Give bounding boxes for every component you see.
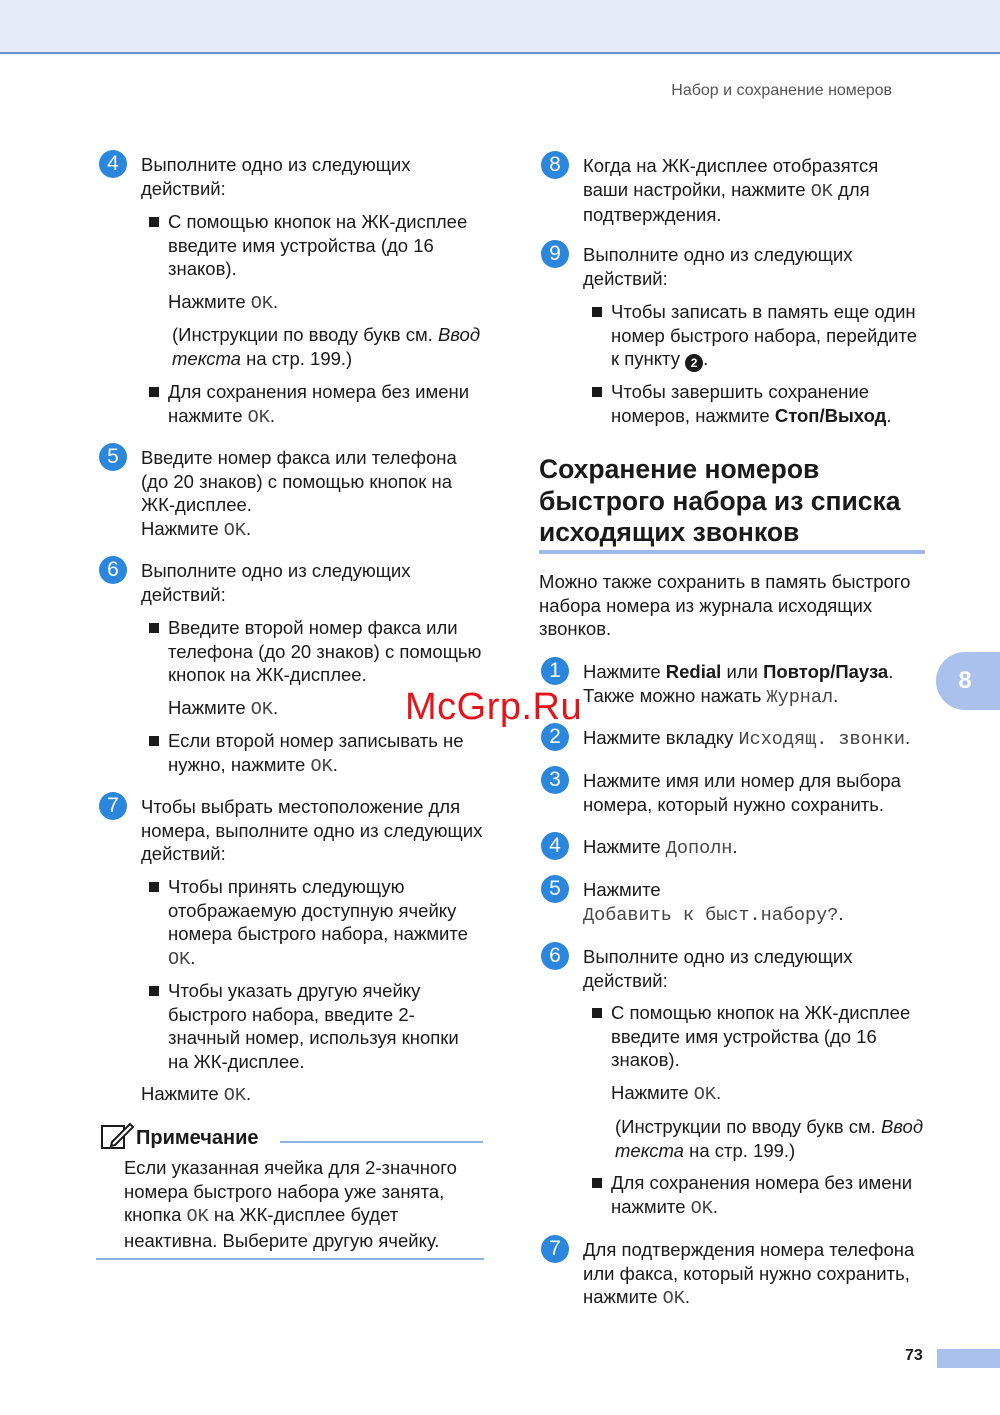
note-title-rule: [280, 1141, 483, 1143]
bullet: [168, 210, 484, 281]
step-number: 6: [99, 556, 127, 584]
step-text: Чтобы выбрать местоположение для номера, выполните одно из следующих действий:: [141, 796, 483, 864]
ok-key: OK: [223, 519, 246, 541]
step-7: [107, 794, 486, 866]
bullet-text: С помощью кнопок на ЖК-дисплее введите имя устройства (до 16 знаков).: [168, 211, 468, 279]
step-text: Выполните одно из следующих действий:: [141, 560, 411, 605]
bullet-text: Для сохранения номера без имени нажмите: [168, 381, 470, 426]
ref-link[interactable]: Ввод текста: [172, 324, 481, 369]
bullet-text: Для сохранения номера без имени нажмите: [611, 1172, 913, 1217]
press-label: Нажмите: [168, 697, 251, 718]
bullet-text: Чтобы записать в память еще один номер быстрого набора, перейдите к пункту: [611, 301, 918, 369]
step-text: Выполните одно из следующих действий:: [141, 154, 411, 199]
add-speed-dial-key: Добавить к быст.набору?: [583, 904, 839, 926]
bullet: Чтобы принять следующую отображаемую доступную ячейку номера быстрого набора, нажмите OK.: [168, 875, 484, 971]
step-text: Нажмите имя или номер для выбора номера, который нужно сохранить.: [583, 770, 901, 815]
bullet: Если второй номер записывать не нужно, нажмите OK.: [168, 729, 484, 778]
sub-step-7: 7 Для подтверждения номера телефона или факса, который нужно сохранить, нажмите OK.: [583, 1238, 928, 1311]
sub-step-3: [549, 768, 928, 816]
bullet-square-icon: [592, 387, 602, 397]
bullet-square-icon: [149, 736, 159, 746]
intro-paragraph: [539, 570, 929, 641]
bullet-square-icon: [592, 1008, 602, 1018]
step-number: 7: [541, 1235, 569, 1263]
chapter-tab: [936, 652, 1000, 710]
step-6: [107, 558, 481, 606]
note-ref: [615, 1115, 931, 1162]
bullet-square-icon: [592, 307, 602, 317]
step-text: или: [721, 661, 764, 682]
note-text: [124, 1156, 484, 1252]
step-number: 5: [99, 443, 127, 471]
step-text: Нажмите: [583, 879, 661, 900]
bullet-square-icon: [149, 986, 159, 996]
step-number: 5: [541, 875, 569, 903]
step-text: Введите номер факса или телефона (до 20 знаков) с помощью кнопок на ЖК-дисплее.: [141, 447, 457, 515]
bullet: [168, 616, 484, 687]
ok-key: OK: [310, 755, 333, 777]
more-key: Дополн: [665, 838, 733, 859]
ok-key: OK: [247, 406, 270, 428]
bullet: Для сохранения номера без имени нажмите OK.: [168, 380, 484, 429]
step-number: 6: [541, 942, 569, 970]
bullet-square-icon: [149, 882, 159, 892]
sub-step-4: 4 Нажмите Дополн.: [583, 835, 928, 861]
ok-key: OK: [690, 1197, 713, 1219]
sub-step-2: 2 Нажмите вкладку Исходящ. звонки.: [583, 726, 933, 752]
outgoing-tab-key: Исходящ. звонки: [738, 729, 906, 750]
bullet: [168, 979, 468, 1073]
ok-key: OK: [810, 180, 833, 202]
press-label: Нажмите: [168, 291, 251, 312]
bullet-text: Чтобы указать другую ячейку быстрого набора, введите 2-значный номер, используя кнопки на ЖК-дисплее.: [168, 980, 459, 1072]
step-5: 5 Введите номер факса или телефона (до 20 знаков) с помощью кнопок на ЖК-дисплее. Нажмите OK.: [141, 446, 481, 542]
bullet-square-icon: [149, 387, 159, 397]
redial-pause-key: Повтор/Пауза: [763, 661, 889, 682]
dot: .: [888, 661, 894, 682]
bullet-text: Введите второй номер факса или телефона (до 20 знаков) с помощью кнопок на ЖК-дисплее.: [168, 617, 482, 685]
step-text: Также можно нажать: [583, 684, 767, 706]
press-line: Нажмите OK.: [168, 697, 279, 720]
ok-key: OK: [250, 699, 273, 720]
press-line: [168, 290, 484, 316]
step-number: 7: [99, 792, 127, 820]
step-number: 4: [99, 150, 127, 178]
note-ref: [172, 323, 488, 370]
ref-text: (Инструкции по вводу букв см.: [615, 1116, 881, 1137]
bullet-text: Чтобы принять следующую отображаемую доступную ячейку номера быстрого набора, нажмите: [168, 876, 468, 944]
bullet: [611, 1001, 927, 1072]
step-number: 4: [541, 832, 569, 860]
step-ref-icon: 2: [685, 354, 703, 372]
ref-text: на стр. 199.): [240, 347, 353, 369]
note-text-part: на ЖК-дисплее будет неактивна. Выберите другую ячейку.: [124, 1204, 440, 1251]
press-line: Нажмите OK.: [141, 1083, 252, 1106]
step-text: Выполните одно из следующих действий:: [583, 946, 853, 991]
ok-key: OK: [223, 1085, 246, 1106]
sub-step-1: 1 Нажмите Redial или Повтор/Пауза. Также можно нажать Журнал.: [583, 660, 933, 709]
running-header: Набор и сохранение номеров: [671, 82, 892, 99]
bullet: Чтобы записать в память еще один номер быстрого набора, перейдите к пункту 2 .: [611, 300, 927, 372]
ok-key: OK: [168, 948, 191, 970]
step-8: [549, 153, 923, 227]
bullet-square-icon: [149, 623, 159, 633]
bullet-text: Чтобы завершить сохранение номеров, нажмите: [611, 381, 870, 426]
step-text: Нажмите: [583, 661, 666, 682]
step-number: 2: [541, 723, 569, 751]
bullet-text: С помощью кнопок на ЖК-дисплее введите имя устройства (до 16 знаков).: [611, 1002, 911, 1070]
press-label: Нажмите: [141, 1083, 224, 1104]
heading-rule: [539, 550, 925, 554]
ref-text: на стр. 199.): [683, 1139, 796, 1161]
ok-key: OK: [693, 1084, 716, 1105]
step-4: [107, 152, 481, 200]
press-label: Нажмите: [611, 1082, 694, 1103]
note-pencil-icon: [100, 1120, 134, 1152]
page-tab: [937, 1349, 1000, 1368]
page-number: 73: [905, 1347, 923, 1364]
history-key: Журнал: [766, 686, 834, 708]
step-text: для подтверждения.: [583, 178, 870, 225]
step-text: Для подтверждения номера телефона или факса, который нужно сохранить, нажмите: [583, 1239, 915, 1307]
step-text: Нажмите вкладку: [583, 727, 739, 748]
sub-step-5: 5 Нажмите Добавить к быст.набору?.: [583, 878, 928, 927]
step-9: [549, 242, 923, 290]
ref-text: (Инструкции по вводу букв см.: [172, 324, 438, 345]
note-text-part: Если указанная ячейка для 2-значного номера быстрого набора уже занята, кнопка: [124, 1157, 457, 1225]
bullet-text: Если второй номер записывать не нужно, нажмите: [168, 730, 464, 775]
top-band: [0, 0, 1000, 54]
ref-link[interactable]: Ввод текста: [615, 1116, 924, 1161]
bullet-square-icon: [592, 1178, 602, 1188]
bullet: Чтобы завершить сохранение номеров, нажмите Стоп/Выход.: [611, 380, 927, 427]
note-bottom-rule: [96, 1258, 484, 1260]
ok-key: OK: [186, 1206, 209, 1227]
bullet: Для сохранения номера без имени нажмите OK.: [611, 1171, 927, 1220]
intro-text: Можно также сохранить в память быстрого набора номера из журнала исходящих звонков.: [539, 571, 911, 639]
sub-step-6: [549, 944, 923, 992]
step-number: 3: [541, 766, 569, 794]
ok-key: OK: [250, 293, 273, 314]
ok-key: OK: [662, 1288, 685, 1309]
redial-key: Redial: [665, 661, 722, 682]
watermark: McGrp.Ru: [405, 686, 583, 728]
section-heading: Сохранение номеров быстрого набора из списка исходящих звонков: [539, 454, 901, 547]
press-line: Нажмите OK.: [611, 1082, 722, 1105]
dot: .: [273, 291, 279, 312]
step-number: 8: [541, 151, 569, 179]
step-number: 1: [541, 657, 569, 685]
stop-exit-key: Стоп/Выход: [774, 404, 887, 426]
step-text: Нажмите: [583, 836, 666, 857]
note-title: Примечание: [136, 1127, 259, 1149]
step-number: 9: [541, 240, 569, 268]
chapter-number: 8: [958, 667, 972, 694]
bullet-square-icon: [149, 217, 159, 227]
press-label: Нажмите: [141, 517, 224, 539]
step-text: Выполните одно из следующих действий:: [583, 244, 853, 289]
step-text: Когда на ЖК-дисплее отобразятся ваши настройки, нажмите: [583, 155, 879, 200]
